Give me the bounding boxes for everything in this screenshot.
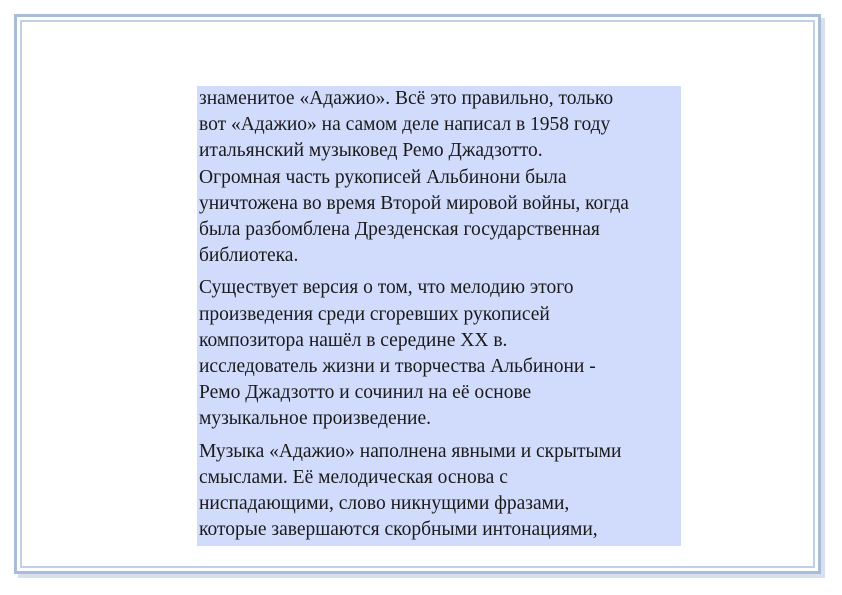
text-line: ниспадающими, слово никнущими фразами, bbox=[199, 493, 570, 515]
text-line: Огромная часть рукописей Альбинони была bbox=[199, 166, 567, 188]
text-line: библиотека. bbox=[199, 245, 299, 267]
paragraph-3 bbox=[199, 439, 679, 544]
text-line: вот «Адажио» на самом деле написал в 1958 году bbox=[199, 114, 611, 136]
text-line: Существует версия о том, что мелодию этого bbox=[199, 277, 574, 299]
text-line: которые завершаются скорбными интонациями, bbox=[199, 519, 598, 541]
text-line: смыслами. Её мелодическая основа с bbox=[199, 466, 508, 488]
text-line: знаменитое «Адажио». Всё это правильно, только bbox=[199, 88, 614, 109]
frame-shadow-right bbox=[821, 18, 825, 578]
text-line: итальянский музыковед Ремо Джадзотто. bbox=[199, 140, 543, 162]
paragraph-1 bbox=[199, 86, 679, 269]
text-line: Ремо Джадзотто и сочинил на её основе bbox=[199, 382, 532, 404]
text-line: произведения среди сгоревших рукописей bbox=[199, 303, 550, 325]
text-line: Музыка «Адажио» наполнена явными и скрытыми bbox=[199, 440, 622, 462]
text-line: композитора нашёл в середине XX в. bbox=[199, 329, 508, 351]
text-line: исследователь жизни и творчества Альбинони - bbox=[199, 356, 596, 378]
text-line: была разбомблена Дрезденская государственная bbox=[199, 219, 600, 241]
text-line: музыкальное произведение. bbox=[199, 408, 432, 430]
paragraph-2 bbox=[199, 275, 679, 432]
frame-shadow-bottom bbox=[18, 574, 825, 578]
text-box bbox=[197, 86, 681, 546]
text-line: уничтожена во время Второй мировой войны, когда bbox=[199, 192, 629, 214]
